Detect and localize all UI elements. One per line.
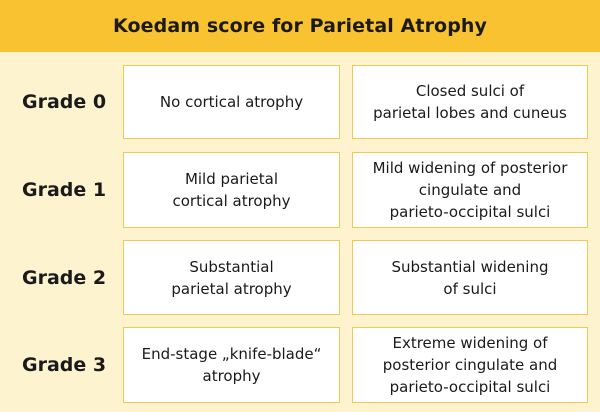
description-cell-grade-0: No cortical atrophy [123,65,340,139]
grade-label-2: Grade 2 [22,266,107,289]
grade-label-3: Grade 3 [22,354,107,376]
page-title: Koedam score for Parietal Atrophy [112,15,488,37]
finding-cell-grade-0: Closed sulci of parietal lobes and cuneus [352,65,588,139]
description-cell-grade-2: Substantial parietal atrophy [123,240,340,315]
table-header [0,0,600,52]
grade-label-1: Grade 1 [22,179,107,201]
description-cell-grade-1: Mild parietal cortical atrophy [123,152,340,228]
description-cell-grade-3: End-stage „knife-blade“ atrophy [123,327,340,403]
finding-cell-grade-2: Substantial widening of sulci [352,240,588,315]
grade-label-0: Grade 0 [22,91,107,113]
finding-cell-grade-1: Mild widening of posterior cingulate and parieto-occipital sulci [352,152,588,228]
finding-cell-grade-3: Extreme widening of posterior cingulate and parieto-occipital sulci [352,327,588,403]
